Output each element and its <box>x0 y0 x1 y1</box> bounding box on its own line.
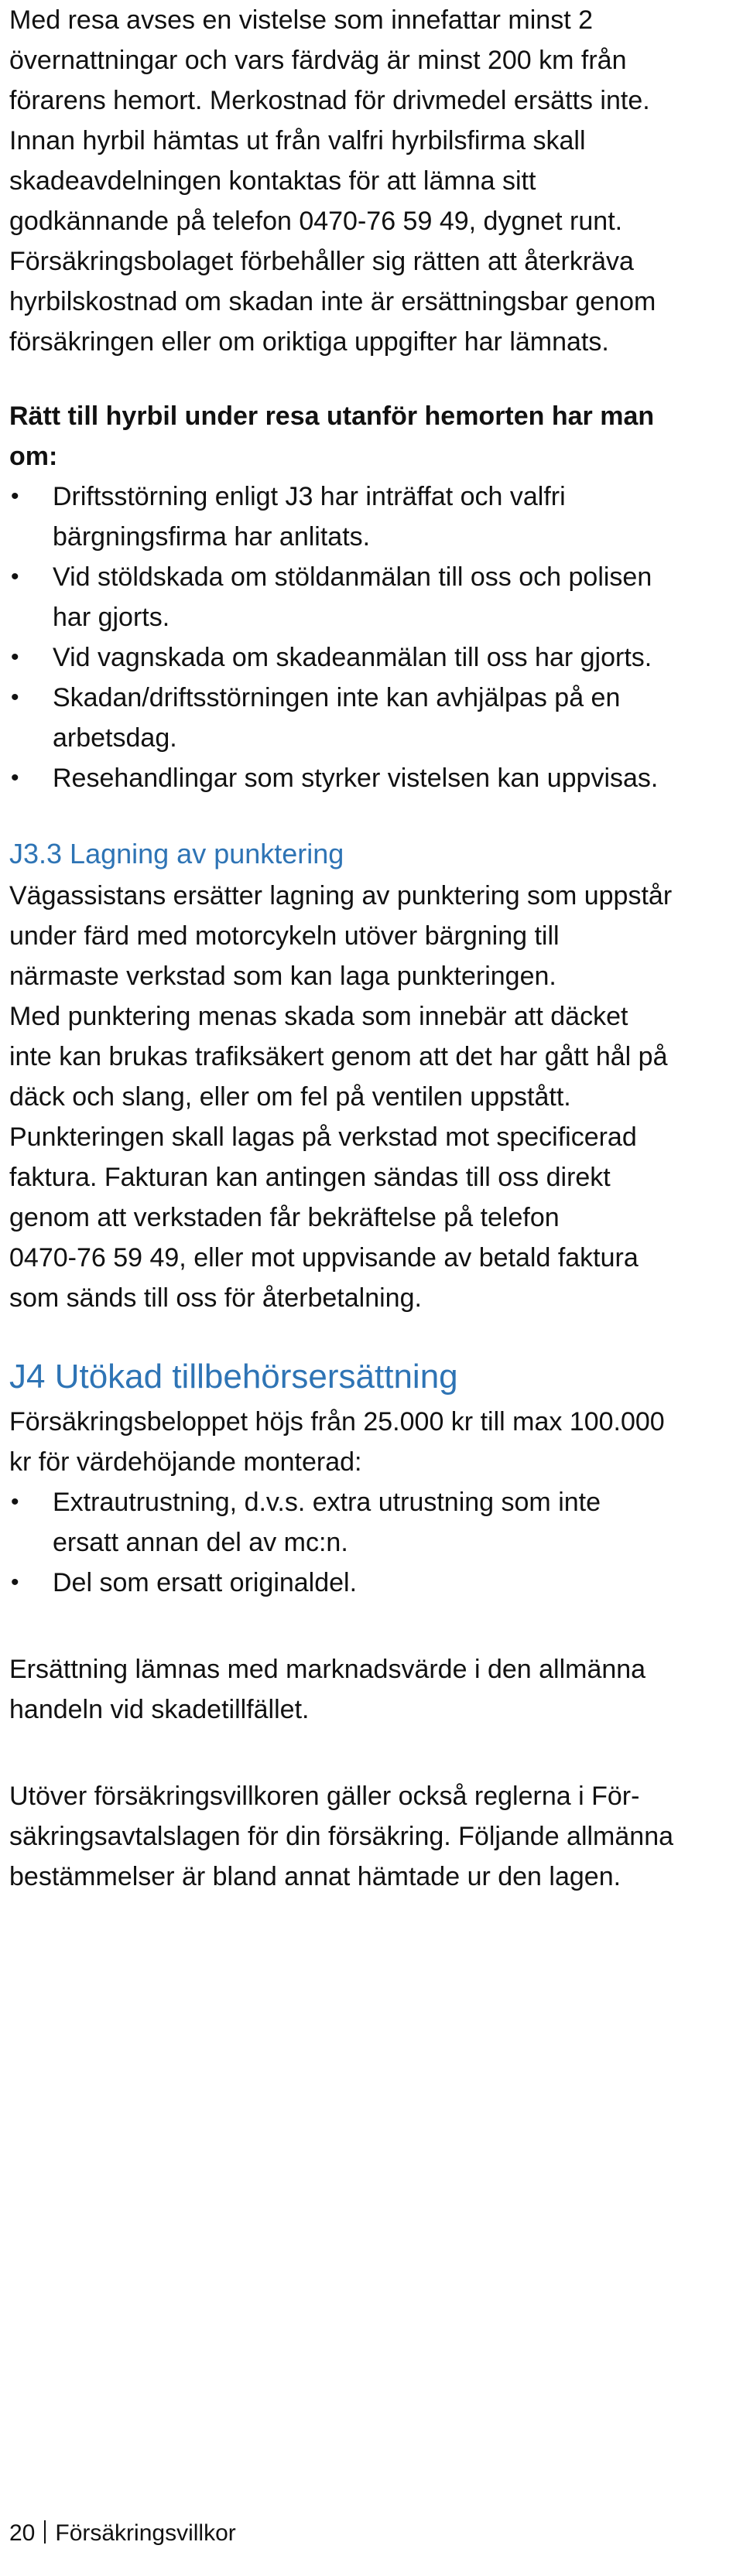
section-j4 <box>9 1352 729 1897</box>
intro-line: Försäkringsbolaget förbehåller sig rätten att återkräva <box>9 247 634 276</box>
closing-paragraph <box>9 1776 729 1897</box>
intro-line: Med resa avses en vistelse som innefattar minst 2 <box>9 5 593 35</box>
list-item-line: Vid stöldskada om stöldanmälan till oss och polisen <box>53 562 652 592</box>
list-item-line: Driftsstörning enligt J3 har inträffat och valfri <box>53 482 566 511</box>
intro-paragraph <box>9 0 729 362</box>
compensation-paragraph <box>9 1649 729 1730</box>
bullet-icon: • <box>11 564 19 589</box>
intro-line: godkännande på telefon 0470-76 59 49, dygnet runt. <box>9 207 623 236</box>
page-footer <box>9 2518 236 2549</box>
intro-line: övernattningar och vars färdväg är minst 200 km från <box>9 46 627 75</box>
list-item-line: bärgningsfirma har anlitats. <box>53 522 371 552</box>
list-item <box>9 477 729 557</box>
footer-separator <box>44 2520 46 2544</box>
intro-line: förarens hemort. Merkostnad för drivmedel ersätts inte. <box>9 86 650 115</box>
intro-line: skadeavdelningen kontaktas för att lämna sitt <box>9 166 536 196</box>
rental-rights-section <box>9 396 729 798</box>
list-item <box>9 557 729 637</box>
bullet-icon: • <box>11 1489 19 1515</box>
section-heading-j33: J3.3 Lagning av punktering <box>9 838 344 869</box>
closing-line: bestämmelser är bland annat hämtade ur den lagen. <box>9 1862 621 1891</box>
j33-line: Vägassistans ersätter lagning av punktering som uppstår <box>9 881 673 910</box>
j33-line: Med punktering menas skada som innebär att däcket <box>9 1002 628 1031</box>
j33-line: under färd med motorcykeln utöver bärgning till <box>9 921 560 951</box>
closing-line: Utöver försäkringsvillkoren gäller också reglerna i För- <box>9 1782 640 1811</box>
bullet-icon: • <box>11 685 19 710</box>
list-item <box>9 1482 729 1563</box>
intro-line: försäkringen eller om oriktiga uppgifter har lämnats. <box>9 327 609 357</box>
j33-line: Punkteringen skall lagas på verkstad mot specificerad <box>9 1122 637 1152</box>
list-item <box>9 1563 729 1603</box>
j4-intro-line: Försäkringsbeloppet höjs från 25.000 kr till max 100.000 <box>9 1407 665 1437</box>
list-item-line: Extrautrustning, d.v.s. extra utrustning som inte <box>53 1488 601 1517</box>
compensation-line: handeln vid skadetillfället. <box>9 1695 310 1724</box>
j33-line: inte kan brukas trafiksäkert genom att det har gått hål på <box>9 1042 668 1071</box>
j33-line: genom att verkstaden får bekräftelse på telefon <box>9 1203 560 1232</box>
compensation-line: Ersättning lämnas med marknadsvärde i den allmänna <box>9 1655 646 1684</box>
bullet-icon: • <box>11 1570 19 1595</box>
list-item <box>9 637 729 678</box>
intro-line: Innan hyrbil hämtas ut från valfri hyrbilsfirma skall <box>9 126 586 155</box>
list-item <box>9 758 729 798</box>
bullet-icon: • <box>11 765 19 791</box>
rental-rights-heading: om: <box>9 442 58 471</box>
j4-intro-line: kr för värdehöjande monterad: <box>9 1447 362 1477</box>
section-heading-j4: J4 Utökad tillbehörsersättning <box>9 1358 458 1396</box>
list-item-line: har gjorts. <box>53 603 170 632</box>
bullet-icon: • <box>11 644 19 670</box>
page-content <box>9 0 729 1897</box>
j33-line: närmaste verkstad som kan laga punkteringen. <box>9 962 556 991</box>
list-item-line: arbetsdag. <box>53 723 177 753</box>
list-item-line: Vid vagnskada om skadeanmälan till oss har gjorts. <box>53 643 652 672</box>
bullet-icon: • <box>11 483 19 509</box>
list-item <box>9 678 729 758</box>
closing-line: säkringsavtalslagen för din försäkring. Följande allmänna <box>9 1822 674 1851</box>
j33-line: faktura. Fakturan kan antingen sändas till oss direkt <box>9 1163 611 1192</box>
document-title: Försäkringsvillkor <box>55 2520 236 2546</box>
rental-rights-heading: Rätt till hyrbil under resa utanför hemorten har man <box>9 401 655 431</box>
list-item-line: ersatt annan del av mc:n. <box>53 1528 348 1557</box>
j33-line: däck och slang, eller om fel på ventilen uppstått. <box>9 1082 571 1112</box>
j4-list <box>9 1482 729 1603</box>
j33-line: som sänds till oss för återbetalning. <box>9 1283 422 1313</box>
list-item-line: Del som ersatt originaldel. <box>53 1568 358 1597</box>
rental-rights-list <box>9 477 729 798</box>
intro-line: hyrbilskostnad om skadan inte är ersättningsbar genom <box>9 287 656 316</box>
section-j33 <box>9 832 729 1318</box>
page-number: 20 <box>9 2520 36 2546</box>
j33-line: 0470-76 59 49, eller mot uppvisande av betald faktura <box>9 1243 639 1273</box>
list-item-line: Skadan/driftsstörningen inte kan avhjälpas på en <box>53 683 621 712</box>
list-item-line: Resehandlingar som styrker vistelsen kan uppvisas. <box>53 764 659 793</box>
